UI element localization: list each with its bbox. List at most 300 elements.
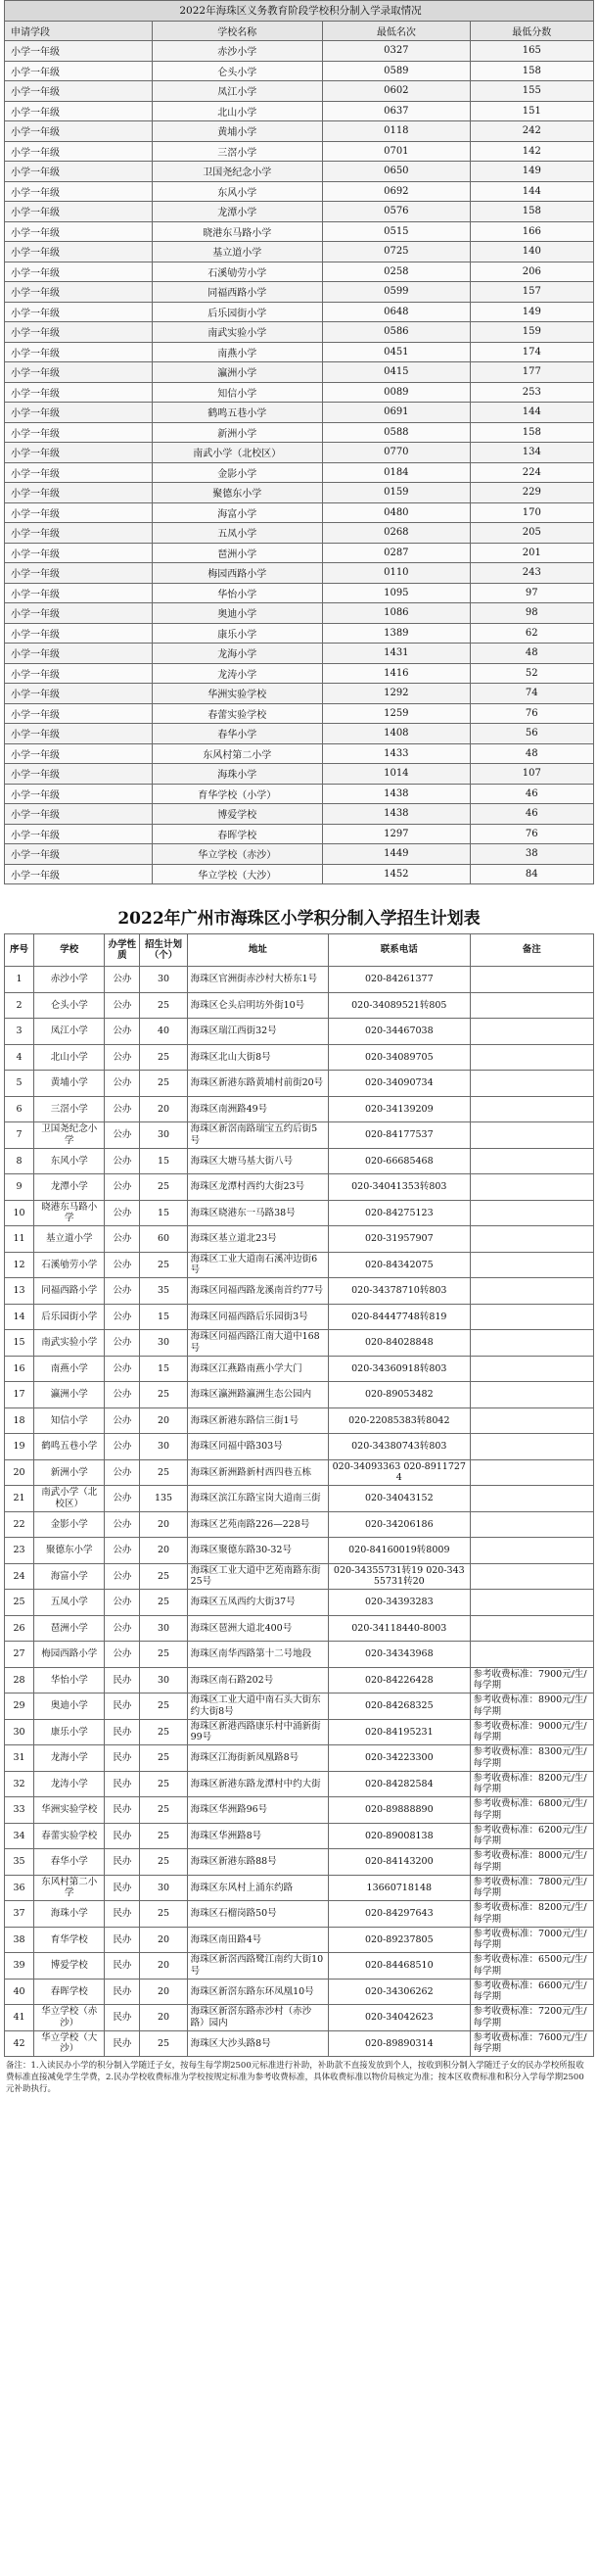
table-cell: 1416	[323, 663, 471, 684]
table-row	[5, 1407, 594, 1434]
table-cell: 海富小学	[34, 1563, 105, 1590]
table-cell: 奥迪小学	[34, 1693, 105, 1720]
table-cell: 民办	[105, 1927, 140, 1953]
table-cell: 20	[140, 1407, 187, 1434]
table-cell: 30	[140, 967, 187, 993]
table-cell: 海珠区南田路4号	[187, 1927, 328, 1953]
table-cell: 黄埔小学	[152, 121, 323, 142]
table-cell: 海珠区新港东路龙潭村中约大街	[187, 1771, 328, 1797]
table-cell: 公办	[105, 1304, 140, 1330]
table-cell: 公办	[105, 1538, 140, 1564]
table-cell: 020-34306262	[329, 1979, 470, 2005]
table-row	[5, 1252, 594, 1278]
table-cell: 14	[5, 1304, 34, 1330]
table-row	[5, 1823, 594, 1849]
table-cell: 康乐小学	[152, 623, 323, 644]
table-row	[5, 1875, 594, 1901]
table-cell: 晓港东马路小学	[34, 1200, 105, 1226]
table-row	[5, 1122, 594, 1149]
table-cell: 20	[5, 1459, 34, 1486]
table-cell: 201	[470, 543, 593, 563]
table-cell: 0415	[323, 362, 471, 383]
table-cell: 小学一年级	[5, 382, 153, 403]
table-cell: 1408	[323, 724, 471, 744]
table-cell: 13660718148	[329, 1875, 470, 1901]
table-cell: 小学一年级	[5, 844, 153, 865]
table-cell: 020-84226428	[329, 1667, 470, 1693]
table-cell: 46	[470, 804, 593, 825]
table-cell: 0692	[323, 181, 471, 202]
table-cell: 梅园西路小学	[34, 1642, 105, 1668]
table-cell: 海珠区同福中路303号	[187, 1434, 328, 1460]
table-cell: 五凤小学	[34, 1590, 105, 1616]
table-row	[5, 703, 594, 724]
table-cell: 公办	[105, 1226, 140, 1253]
table-cell: 0451	[323, 342, 471, 362]
table-cell: 020-34089705	[329, 1044, 470, 1071]
table-cell: 公办	[105, 992, 140, 1019]
table-cell: 海珠区新港西路康乐村中涌新街99号	[187, 1719, 328, 1745]
table-row	[5, 1745, 594, 1772]
table-row	[5, 1356, 594, 1382]
table-row	[5, 1511, 594, 1538]
table-cell: 4	[5, 1044, 34, 1071]
table-cell: 52	[470, 663, 593, 684]
enrollment-plan-table	[4, 933, 594, 2057]
table-cell: 25	[140, 1797, 187, 1824]
table-cell: 小学一年级	[5, 784, 153, 804]
table-cell: 020-84160019转8009	[329, 1538, 470, 1564]
table-cell: 25	[140, 1849, 187, 1876]
table-cell: 海珠区龙潭村西约大街23号	[187, 1174, 328, 1201]
table-cell: 25	[140, 1044, 187, 1071]
table-cell: 5	[5, 1071, 34, 1097]
table-cell	[470, 1278, 593, 1305]
table-cell: 39	[5, 1953, 34, 1980]
table-cell: 小学一年级	[5, 162, 153, 182]
table-cell: 民办	[105, 1745, 140, 1772]
table-cell: 020-31957907	[329, 1226, 470, 1253]
table-cell: 龙涛小学	[152, 663, 323, 684]
table-cell: 北山小学	[152, 101, 323, 121]
table-cell: 56	[470, 724, 593, 744]
table-row	[5, 1901, 594, 1928]
table-cell	[470, 1096, 593, 1122]
table-cell: 1449	[323, 844, 471, 865]
table-cell: 知信小学	[34, 1407, 105, 1434]
table-cell: 海珠区新港东路信三街1号	[187, 1407, 328, 1434]
table-cell	[470, 1174, 593, 1201]
table-row	[5, 1200, 594, 1226]
table-cell: 149	[470, 162, 593, 182]
header-cell: 招生计划（个）	[140, 934, 187, 967]
table-cell: 民办	[105, 1875, 140, 1901]
table-cell: 海珠区聚德东路30-32号	[187, 1538, 328, 1564]
table-cell: 35	[5, 1849, 34, 1876]
table-cell: 民办	[105, 2005, 140, 2031]
table-cell: 新洲小学	[34, 1459, 105, 1486]
table-cell: 32	[5, 1771, 34, 1797]
table-cell: 小学一年级	[5, 483, 153, 503]
table-cell: 224	[470, 462, 593, 483]
table-cell	[470, 1407, 593, 1434]
table-cell: 31	[5, 1745, 34, 1772]
table-cell: 小学一年级	[5, 403, 153, 423]
table-cell: 25	[140, 1823, 187, 1849]
table-cell	[470, 1226, 593, 1253]
table-cell: 020-22085383转8042	[329, 1407, 470, 1434]
table-cell: 海珠区石榴岗路50号	[187, 1901, 328, 1928]
table-cell: 25	[140, 1252, 187, 1278]
table-row	[5, 221, 594, 242]
table-cell	[470, 1434, 593, 1460]
table-row	[5, 1278, 594, 1305]
table-cell: 15	[5, 1330, 34, 1357]
table-cell: 135	[140, 1486, 187, 1512]
table-cell: 21	[5, 1486, 34, 1512]
table-cell: 民办	[105, 1797, 140, 1824]
table-cell: 小学一年级	[5, 764, 153, 785]
table-cell: 15	[140, 1200, 187, 1226]
table-cell: 育华学校（小学）	[152, 784, 323, 804]
table-cell	[470, 1304, 593, 1330]
table-row	[5, 784, 594, 804]
table-cell: 12	[5, 1252, 34, 1278]
table-cell: 159	[470, 322, 593, 343]
table-cell: 40	[140, 1019, 187, 1045]
table-cell: 小学一年级	[5, 443, 153, 463]
table-cell: 020-84268325	[329, 1693, 470, 1720]
table-cell: 小学一年级	[5, 563, 153, 584]
table-cell: 1297	[323, 824, 471, 844]
table-cell: 34	[5, 1823, 34, 1849]
table-cell: 海珠区官洲街赤沙村大桥东1号	[187, 967, 328, 993]
table-cell: 1433	[323, 743, 471, 764]
table-cell	[470, 1071, 593, 1097]
table-cell: 1389	[323, 623, 471, 644]
table-cell: 华立学校（赤沙）	[34, 2005, 105, 2031]
table-cell: 民办	[105, 1953, 140, 1980]
table-cell: 海珠区仑头启明坊外街10号	[187, 992, 328, 1019]
table-cell: 公办	[105, 1044, 140, 1071]
table-cell: 020-89008138	[329, 1823, 470, 1849]
table-cell: 小学一年级	[5, 644, 153, 664]
table-cell: 公办	[105, 1122, 140, 1149]
table-cell	[470, 1122, 593, 1149]
table-cell: 公办	[105, 1382, 140, 1408]
table-row	[5, 362, 594, 383]
table-cell: 206	[470, 262, 593, 282]
table-cell: 小学一年级	[5, 181, 153, 202]
table-cell: 149	[470, 302, 593, 322]
table-cell: 48	[470, 644, 593, 664]
table-row	[5, 1953, 594, 1980]
table-cell: 48	[470, 743, 593, 764]
table-cell: 参考收费标准：6600元/生/每学期	[470, 1979, 593, 2005]
table-row	[5, 644, 594, 664]
table-cell: 020-34089521转805	[329, 992, 470, 1019]
table-cell: 小学一年级	[5, 422, 153, 443]
table-cell: 20	[140, 1511, 187, 1538]
table-cell: 海珠区工业大道中艺苑南路东街25号	[187, 1563, 328, 1590]
table-row	[5, 181, 594, 202]
table-cell: 020-84143200	[329, 1849, 470, 1876]
table-row	[5, 1330, 594, 1357]
table-cell: 同福西路小学	[34, 1278, 105, 1305]
table-cell: 0576	[323, 202, 471, 222]
table-cell: 海珠区同福西路江南大道中168号	[187, 1330, 328, 1357]
table-cell: 020-84297643	[329, 1901, 470, 1928]
table-cell: 金影小学	[152, 462, 323, 483]
table-cell: 30	[140, 1330, 187, 1357]
table-cell: 020-84342075	[329, 1252, 470, 1278]
table-row	[5, 844, 594, 865]
table-cell: 赤沙小学	[152, 41, 323, 62]
table-cell: 公办	[105, 1511, 140, 1538]
table-cell: 0184	[323, 462, 471, 483]
table-cell: 民办	[105, 2030, 140, 2057]
table-cell: 海珠小学	[152, 764, 323, 785]
table-cell: 7	[5, 1122, 34, 1149]
table-row	[5, 2005, 594, 2031]
table-cell: 华怡小学	[34, 1667, 105, 1693]
table-cell: 公办	[105, 1434, 140, 1460]
table-cell	[470, 1459, 593, 1486]
table-cell: 海珠区晓港东一马路38号	[187, 1200, 328, 1226]
table-cell: 020-84028848	[329, 1330, 470, 1357]
table-cell: 小学一年级	[5, 81, 153, 102]
table-cell: 158	[470, 202, 593, 222]
table-cell: 海珠区新滘南路瑞宝五约后街5号	[187, 1122, 328, 1149]
table-row	[5, 1693, 594, 1720]
header-cell: 最低名次	[323, 21, 471, 41]
header-cell: 办学性质	[105, 934, 140, 967]
table-cell: 15	[140, 1148, 187, 1174]
table-cell: 155	[470, 81, 593, 102]
table-cell: 98	[470, 603, 593, 624]
table-cell: 11	[5, 1226, 34, 1253]
table-cell: 25	[140, 2030, 187, 2057]
table-cell: 公办	[105, 1330, 140, 1357]
table-cell: 020-84282584	[329, 1771, 470, 1797]
table-cell: 小学一年级	[5, 221, 153, 242]
table-cell: 0648	[323, 302, 471, 322]
table-cell: 小学一年级	[5, 663, 153, 684]
table-cell: 海珠区新洲路新村西四巷五栋	[187, 1459, 328, 1486]
table-row	[5, 1615, 594, 1642]
table-cell: 公办	[105, 1459, 140, 1486]
table-cell: 8	[5, 1148, 34, 1174]
table-cell	[470, 1382, 593, 1408]
table-cell: 小学一年级	[5, 61, 153, 81]
table-cell: 小学一年级	[5, 523, 153, 544]
table-cell: 龙海小学	[152, 644, 323, 664]
table-row	[5, 1590, 594, 1616]
table-row	[5, 804, 594, 825]
table-cell: 243	[470, 563, 593, 584]
table-cell: 41	[5, 2005, 34, 2031]
table1-caption: 2022年海珠区义务教育阶段学校积分制入学录取情况	[5, 1, 594, 22]
table-cell: 海珠区南石路202号	[187, 1667, 328, 1693]
table-cell: 梅园西路小学	[152, 563, 323, 584]
table-cell: 参考收费标准：7200元/生/每学期	[470, 2005, 593, 2031]
table-cell: 142	[470, 141, 593, 162]
table-cell: 36	[5, 1875, 34, 1901]
table-row	[5, 1719, 594, 1745]
table-cell: 020-89053482	[329, 1382, 470, 1408]
table-cell	[470, 967, 593, 993]
table-cell: 60	[140, 1226, 187, 1253]
table-cell: 020-84275123	[329, 1200, 470, 1226]
table-cell: 华立学校（大沙）	[34, 2030, 105, 2057]
table-row	[5, 1563, 594, 1590]
table-row	[5, 443, 594, 463]
table-cell: 石溪劬劳小学	[34, 1252, 105, 1278]
table-cell: 公办	[105, 967, 140, 993]
table-cell: 公办	[105, 1096, 140, 1122]
table-row	[5, 1538, 594, 1564]
table-cell: 0327	[323, 41, 471, 62]
table-row	[5, 1486, 594, 1512]
table-cell: 020-34378710转803	[329, 1278, 470, 1305]
table-cell: 020-84447748转819	[329, 1304, 470, 1330]
table-cell: 165	[470, 41, 593, 62]
table-cell: 151	[470, 101, 593, 121]
table-cell: 海珠区新滘东路赤沙村（赤沙路）园内	[187, 2005, 328, 2031]
admission-results-table	[4, 0, 594, 884]
table-cell: 35	[140, 1278, 187, 1305]
table-row	[5, 322, 594, 343]
table-cell: 38	[5, 1927, 34, 1953]
table-cell: 海珠区新滘东路东环凤凰10号	[187, 1979, 328, 2005]
table-cell: 仑头小学	[34, 992, 105, 1019]
table-cell: 参考收费标准：6200元/生/每学期	[470, 1823, 593, 1849]
table-cell: 20	[140, 1538, 187, 1564]
table-row	[5, 1304, 594, 1330]
table-cell: 25	[140, 1382, 187, 1408]
table-cell: 0586	[323, 322, 471, 343]
table-cell: 黄埔小学	[34, 1071, 105, 1097]
table-cell: 20	[140, 1927, 187, 1953]
table-cell: 公办	[105, 1252, 140, 1278]
table-row	[5, 1174, 594, 1201]
table-cell: 30	[140, 1615, 187, 1642]
table2-header-row	[5, 934, 594, 967]
table-cell: 东风村第二小学	[152, 743, 323, 764]
table-cell: 30	[140, 1667, 187, 1693]
table-cell: 小学一年级	[5, 322, 153, 343]
table-cell: 0725	[323, 242, 471, 262]
table-row	[5, 242, 594, 262]
table-cell: 小学一年级	[5, 703, 153, 724]
table-cell: 海珠区琶洲大道北400号	[187, 1615, 328, 1642]
table-cell: 春华小学	[34, 1849, 105, 1876]
table-cell: 16	[5, 1356, 34, 1382]
table-row	[5, 302, 594, 322]
table-cell: 0602	[323, 81, 471, 102]
table-cell: 公办	[105, 1642, 140, 1668]
table-cell: 海珠小学	[34, 1901, 105, 1928]
table-cell: 参考收费标准：6500元/生/每学期	[470, 1953, 593, 1980]
table-cell: 20	[140, 1979, 187, 2005]
table-cell: 龙潭小学	[152, 202, 323, 222]
table-cell	[470, 1044, 593, 1071]
table-cell: 76	[470, 703, 593, 724]
table-row	[5, 583, 594, 603]
table-cell: 北山小学	[34, 1044, 105, 1071]
table1-header-row	[5, 21, 594, 41]
table-cell: 小学一年级	[5, 583, 153, 603]
table-cell: 157	[470, 282, 593, 303]
table-cell: 公办	[105, 1148, 140, 1174]
table-cell: 229	[470, 483, 593, 503]
table-cell: 南武实验小学	[152, 322, 323, 343]
table-cell: 0515	[323, 221, 471, 242]
header-cell: 学校名称	[152, 21, 323, 41]
table-cell: 春晖学校	[34, 1979, 105, 2005]
table-cell: 海珠区基立道北23号	[187, 1226, 328, 1253]
table-cell: 158	[470, 61, 593, 81]
table-cell: 020-34043152	[329, 1486, 470, 1512]
table-cell: 晓港东马路小学	[152, 221, 323, 242]
table-cell: 134	[470, 443, 593, 463]
table-cell: 鹤鸣五巷小学	[34, 1434, 105, 1460]
table-cell: 民办	[105, 1719, 140, 1745]
table-cell: 0637	[323, 101, 471, 121]
table-cell: 三滘小学	[34, 1096, 105, 1122]
header-cell: 申请学段	[5, 21, 153, 41]
table-cell: 基立道小学	[152, 242, 323, 262]
table-cell: 公办	[105, 1356, 140, 1382]
table-row	[5, 403, 594, 423]
table-row	[5, 483, 594, 503]
table-cell: 小学一年级	[5, 121, 153, 142]
table-row	[5, 462, 594, 483]
table-cell: 民办	[105, 1849, 140, 1876]
table-cell: 42	[5, 2030, 34, 2057]
table-cell: 46	[470, 784, 593, 804]
table-cell: 新洲小学	[152, 422, 323, 443]
table-cell: 020-66685468	[329, 1148, 470, 1174]
table-cell: 25	[140, 1693, 187, 1720]
table-cell: 海珠区艺苑南路226—228号	[187, 1511, 328, 1538]
table-cell: 0089	[323, 382, 471, 403]
table-row	[5, 1927, 594, 1953]
table-cell: 凤江小学	[34, 1019, 105, 1045]
table-cell: 020-34343968	[329, 1642, 470, 1668]
table-cell: 13	[5, 1278, 34, 1305]
table-cell	[470, 1563, 593, 1590]
table-cell: 1086	[323, 603, 471, 624]
table-cell: 海珠区华洲路8号	[187, 1823, 328, 1849]
table-cell: 民办	[105, 1693, 140, 1720]
table-cell: 琶洲小学	[34, 1615, 105, 1642]
table-cell: 后乐园街小学	[152, 302, 323, 322]
table-row	[5, 141, 594, 162]
table-row	[5, 262, 594, 282]
table-cell	[470, 1590, 593, 1616]
table-cell	[470, 1615, 593, 1642]
table-row	[5, 61, 594, 81]
table-cell: 25	[140, 992, 187, 1019]
table-cell: 25	[140, 1745, 187, 1772]
table-cell: 25	[5, 1590, 34, 1616]
table-cell: 海珠区北山大街8号	[187, 1044, 328, 1071]
table-cell: 170	[470, 502, 593, 523]
table-cell: 海珠区工业大道中南石头大街东约大街8号	[187, 1693, 328, 1720]
table-row	[5, 1459, 594, 1486]
table-cell: 公办	[105, 1486, 140, 1512]
